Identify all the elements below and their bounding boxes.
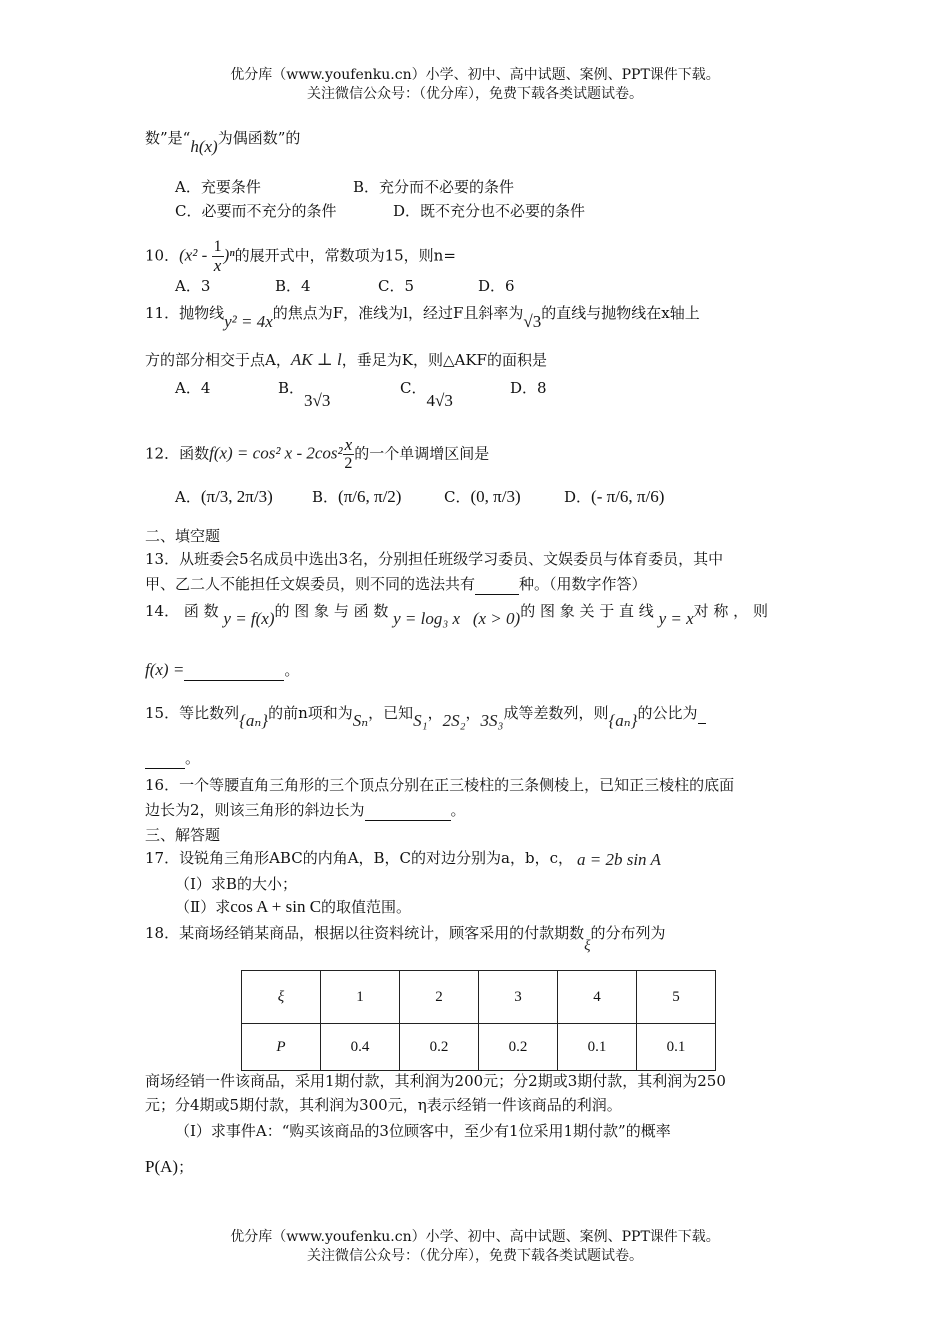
section-solve: 三、解答题 bbox=[145, 826, 221, 844]
distribution-table bbox=[241, 970, 716, 1071]
q9-option-c: C．必要而不充分的条件 bbox=[175, 202, 337, 220]
table-cell: ξ bbox=[242, 971, 321, 1024]
q9-option-b: B．充分而不必要的条件 bbox=[353, 178, 515, 196]
table-cell: 0.1 bbox=[637, 1024, 716, 1071]
q17-part-2: （Ⅱ）求cos A + sin C的取值范围。 bbox=[175, 897, 412, 916]
q18-stem: 18．某商场经销某商品，根据以往资料统计，顾客采用的付款期数ξ的分布列为 bbox=[145, 924, 666, 954]
q13-line-2: 甲、乙二人不能担任文娱委员，则不同的选法共有 种。（用数字作答） bbox=[145, 575, 647, 593]
page-footer bbox=[0, 1228, 950, 1266]
table-row bbox=[242, 971, 716, 1024]
q11-options: A．4 B．3√3C．4√3D．8 bbox=[175, 379, 547, 410]
q13-line-1: 13．从班委会5名成员中选出3名，分别担任班级学习委员、文娱委员与体育委员，其中 bbox=[145, 550, 724, 568]
q13-answer-blank[interactable] bbox=[475, 574, 519, 595]
footer-line-1: 优分库（www.youfenku.cn）小学、初中、高中试题、案例、PPT课件下载。 bbox=[230, 1229, 720, 1245]
table-cell: 0.1 bbox=[558, 1024, 637, 1071]
q12-options: A．(π/3, 2π/3) B．(π/6, π/2) C．(0, π/3) D．(- π/6, π/6) bbox=[175, 487, 665, 506]
header-line-1: 优分库（www.youfenku.cn）小学、初中、高中试题、案例、PPT课件下载。 bbox=[230, 67, 720, 83]
q11-line-2: 方的部分相交于点A，AK ⊥ l，垂足为K，则△AKF的面积是 bbox=[145, 350, 547, 369]
q17-stem: 17．设锐角三角形ABC的内角A，B，C的对边分别为a，b，c， a = 2b sin A bbox=[145, 849, 661, 869]
q18-part-1-end: P(A)； bbox=[145, 1157, 194, 1176]
q18-line-2: 商场经销一件该商品，采用1期付款，其利润为200元；分2期或3期付款，其利润为250 bbox=[145, 1072, 726, 1090]
q18-line-3: 元；分4期或5期付款，其利润为300元，η表示经销一件该商品的利润。 bbox=[145, 1096, 622, 1114]
q14-line-2: f(x) = 。 bbox=[145, 660, 300, 679]
q17-part-1: （Ⅰ）求B的大小； bbox=[175, 875, 297, 893]
q10-options: A．3 B．4 C．5 D．6 bbox=[175, 277, 515, 295]
table-cell: 4 bbox=[558, 971, 637, 1024]
header-line-2: 关注微信公众号：（优分库），免费下载各类试题试卷。 bbox=[307, 86, 643, 102]
q15-line-1: 15．等比数列{aₙ}的前n项和为Sₙ，已知S₁，2S₂，3S₃成等差数列，则{aₙ}的公比为 bbox=[145, 703, 706, 724]
q15-line-2: 。 bbox=[145, 748, 200, 769]
q12-stem: 12．函数f(x) = cos² x - 2cos² $\frac{x}{2}$ 的一个单调增区间是 bbox=[145, 435, 490, 472]
page-header bbox=[0, 66, 950, 104]
table-cell: 0.4 bbox=[321, 1024, 400, 1071]
footer-line-2: 关注微信公众号：（优分库），免费下载各类试题试卷。 bbox=[307, 1248, 643, 1264]
table-cell: 0.2 bbox=[479, 1024, 558, 1071]
table-cell: 3 bbox=[479, 971, 558, 1024]
table-cell: 5 bbox=[637, 971, 716, 1024]
table-cell: 2 bbox=[400, 971, 479, 1024]
q9-options-row-2 bbox=[175, 201, 585, 221]
q16-line-1: 16．一个等腰直角三角形的三个顶点分别在正三棱柱的三条侧棱上，已知正三棱柱的底面 bbox=[145, 776, 735, 794]
q14-answer-blank[interactable] bbox=[184, 660, 284, 681]
q10-stem: 10．(x² - $\frac{1}{x}$ )ⁿ的展开式中，常数项为15，则n= bbox=[145, 238, 456, 275]
table-row bbox=[242, 1024, 716, 1071]
table-cell: 0.2 bbox=[400, 1024, 479, 1071]
q14-line-1: 14． 函 数 y = f(x)的 图 象 与 函 数 y = log₃ x (x > 0)的 图 象 关 于 直 线 y = x对 称 ， 则 bbox=[145, 602, 768, 628]
q15-answer-blank[interactable] bbox=[145, 748, 185, 769]
q16-answer-blank[interactable] bbox=[365, 800, 451, 821]
section-fill-in: 二、填空题 bbox=[145, 527, 221, 545]
q18-part-1: （Ⅰ）求事件A：“购买该商品的3位顾客中，至少有1位采用1期付款”的概率 bbox=[175, 1122, 671, 1140]
table-cell: 1 bbox=[321, 971, 400, 1024]
q16-line-2: 边长为2，则该三角形的斜边长为 。 bbox=[145, 801, 466, 819]
q11-line-1: 11．抛物线y² = 4x的焦点为F，准线为l，经过F且斜率为√3的直线与抛物线在x轴上 bbox=[145, 304, 700, 331]
q9-stem: 数”是“h(x)为偶函数”的 bbox=[145, 129, 301, 156]
q9-option-a: A．充要条件 bbox=[175, 178, 261, 196]
q9-options-row-1 bbox=[175, 177, 514, 197]
table-cell: P bbox=[242, 1024, 321, 1071]
q9-option-d: D．既不充分也不必要的条件 bbox=[393, 202, 586, 220]
